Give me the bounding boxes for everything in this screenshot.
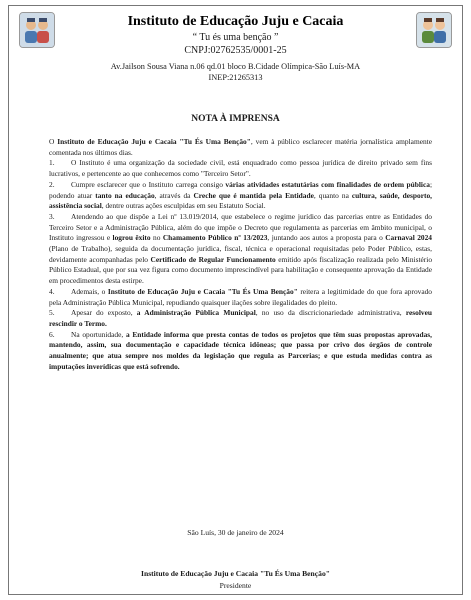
signature-role: Presidente: [219, 581, 252, 590]
text-run: Ademais, o: [71, 286, 108, 296]
text-run: cultura, saúde, desporto, assistência social: [49, 190, 433, 211]
text-run: Creche que é mantida pela Entidade: [193, 190, 314, 200]
document-date: São Luís, 30 de janeiro de 2024: [187, 528, 284, 537]
inep: INEP:21265313: [208, 73, 263, 82]
text-run: no: [150, 233, 163, 243]
intro-paragraph: [49, 137, 432, 158]
text-run: O Instituto é uma organização da sociedade civil, está enquadrado como pessoa jurídica de direito privado sem fins lucrativos, e pertencente ao que conhecemos como "Terceiro Setor".: [49, 158, 432, 179]
text-run: Certificado de Regular Funcionamento: [150, 254, 276, 264]
paragraph-number: 5.: [49, 308, 55, 318]
text-run: logrou êxito: [112, 233, 151, 243]
text-run: Atendendo ao que dispõe a Lei nº 13.019/2014, que estabelece o regime jurídico das parcerias entre as Entidades do Terceiro Setor e a Administração Pública, além do que impõe o Decreto que regulamenta as parcerias em âmbito municipal, o Instituto ingressou e: [49, 211, 432, 243]
text-run: , quanto na: [313, 190, 352, 200]
text-run: tanto na educação: [95, 190, 155, 200]
text-run: Carnaval 2024: [385, 233, 432, 243]
paragraph-number: 6.: [49, 329, 55, 339]
text-run: Apesar do exposto,: [71, 308, 137, 318]
text-run: , através da: [154, 190, 194, 200]
paragraph-number: 1.: [49, 158, 55, 168]
paragraph-number: 4.: [49, 286, 55, 296]
paragraph-number: 2.: [49, 179, 55, 189]
numbered-paragraph: [49, 308, 432, 329]
text-run: reitera a legitimidade do que fora aprovado pela Administração Pública Municipal, repudiando quaisquer ilações sobre ilegalidades do pleito.: [49, 286, 433, 307]
text-run: Chamamento Público nº 13/2023: [162, 233, 268, 243]
text-run: , dentre outras ações esculpidas em seu Estatuto Social.: [101, 201, 266, 211]
text-run: várias atividades estatutárias com finalidades de ordem pública: [225, 179, 430, 189]
numbered-items: [49, 158, 432, 372]
text-run: ; podendo atuar: [49, 179, 432, 200]
document-body: [49, 137, 432, 372]
text-run: a Entidade informa que presta contas de todos os projetos que têm suas propostas aprovadas, mantendo, assim, sua documentação e capacidade técnica idôneas; que passa por crivo dos órgãos de controle anualmente; que atua sempre nos moldes da legislação que regula as Parcerias; e que estuda medidas contra as imputações inverídicas que está sofrendo.: [49, 329, 432, 371]
document-title: NOTA À IMPRENSA: [191, 114, 280, 124]
text-run: emitido após fiscalização realizada pelo Ministério Público Estadual, que por sua vez figura como documento imprescindível para habilitação e consequente aprovação da Entidade em procedimentos desta estirpe.: [49, 254, 433, 286]
text-run: Na oportunidade,: [71, 329, 126, 339]
numbered-paragraph: [49, 158, 432, 179]
text-run: , vem à público esclarecer matéria jornalística amplamente comentada nos últimos dias.: [49, 137, 432, 157]
text-run: resolveu rescindir o Termo.: [49, 308, 432, 328]
text-run: Instituto de Educação Juju e Cacaia "Tu És Uma Benção": [107, 286, 298, 296]
text-run: , no uso da discricionariedade administrativa,: [255, 308, 406, 318]
numbered-paragraph: [49, 287, 432, 308]
text-run: a Administração Pública Municipal: [136, 308, 256, 318]
numbered-paragraph: [49, 212, 432, 287]
cnpj: CNPJ:02762535/0001-25: [184, 45, 287, 56]
text-run: (Plano de Trabalho), seguida da documentação jurídica, fiscal, técnica e operacional requisitadas pelo Poder Público, estas, devidamente acompanhadas pelo: [49, 244, 432, 264]
text-run: , juntando aos autos a proposta para o: [267, 233, 386, 243]
address: Av.Jailson Sousa Viana n.06 qd.01 bloco B.Cidade Olímpica-São Luís-MA: [110, 62, 361, 71]
numbered-paragraph: [49, 330, 432, 373]
text-run: Instituto de Educação Juju e Cacaia "Tu És Uma Benção": [57, 137, 251, 146]
paragraph-number: 3.: [49, 211, 55, 221]
numbered-paragraph: [49, 180, 432, 212]
document-page: [8, 5, 463, 595]
signature-name: Instituto de Educação Juju e Cacaia "Tu És Uma Benção": [141, 569, 330, 578]
motto: “ Tu és uma benção ”: [192, 32, 279, 43]
text-run: O: [49, 137, 58, 146]
text-run: Cumpre esclarecer que o Instituto carrega consigo: [71, 179, 226, 189]
org-name: Instituto de Educação Juju e Cacaia: [127, 14, 344, 29]
